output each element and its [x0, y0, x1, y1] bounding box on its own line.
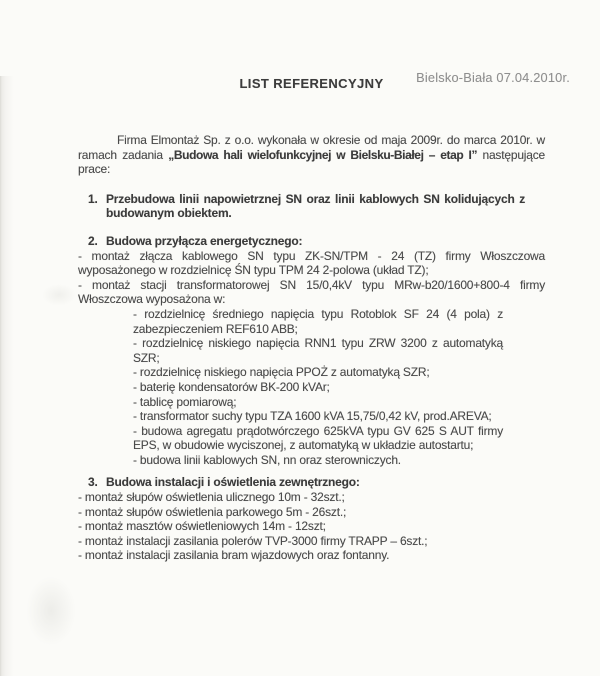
intro-paragraph: [78, 133, 545, 177]
sub-list-item: - rozdzielnicę średniego napięcia typu Rotoblok SF 24 (4 pola) z zabezpieczeniem REF610 ABB;: [133, 306, 503, 336]
sub-list: [133, 307, 503, 468]
section-3-heading-text: Budowa instalacji i oświetlenia zewnętrznego:: [106, 475, 360, 490]
section-2-number: 2.: [88, 233, 98, 248]
list-item: - montaż masztów oświetleniowych 14m - 12szt;: [78, 519, 326, 534]
document-content: [0, 70, 600, 563]
section-3-heading: [88, 475, 545, 490]
list-item: - montaż instalacji zasilania polerów TVP-3000 firmy TRAPP – 6szt.;: [78, 533, 428, 548]
intro-text-start: Firma Elmontaż Sp. z o.o. wykonała w okresie od maja 2009r. do marca 2010r. w ramach zadania: [78, 133, 545, 162]
sub-list-item: - rozdzielnicę niskiego napięcia PPOŻ z automatyką SZR;: [133, 365, 430, 380]
sub-list-item: - transformator suchy typu TZA 1600 kVA 15,75/0,42 kV, prod.AREVA;: [133, 409, 492, 424]
sub-list-item: - budowa agregatu prądotwórczego 625kVA typu GV 625 S AUT firmy EPS, w obudowie wyciszonej, z automatyką w układzie autostartu;: [133, 423, 503, 453]
document-page: [0, 70, 600, 676]
list-item: - montaż słupów oświetlenia parkowego 5m - 26szt.;: [78, 504, 347, 519]
sub-list-item: - budowa linii kablowych SN, nn oraz sterowniczych.: [133, 452, 401, 467]
list-item: - montaż instalacji zasilania bram wjazdowych oraz fontanny.: [78, 548, 390, 563]
sub-list-item: - baterię kondensatorów BK-200 kVAr;: [133, 379, 330, 394]
list-item: - montaż złącza kablowego SN typu ZK-SN/TPM - 24 (TZ) firmy Włoszczowa wyposażonego w rozdzielnicę ŚN typu TPM 24 2-polowa (układ TZ);: [78, 248, 545, 278]
date-line: Bielsko-Biała 07.04.2010r.: [416, 70, 570, 85]
document-title: LIST REFERENCYJNY: [239, 76, 384, 91]
sub-list-item: - tablicę pomiarową;: [133, 394, 237, 409]
section-1-heading-text: Przebudowa linii napowietrznej SN oraz linii kablowych SN kolidujących z budowanym obiektem.: [106, 191, 525, 221]
sub-list-item: - rozdzielnicę niskiego napięcia RNN1 typu ZRW 3200 z automatyką SZR;: [133, 336, 503, 365]
section-2-heading-text: Budowa przyłącza energetycznego:: [106, 233, 303, 248]
project-name: „Budowa hali wielofunkcyjnej w Bielsku-Białej – etap I”: [168, 147, 478, 162]
section-1-heading: [88, 192, 545, 221]
intro-text-end: następujące prace:: [78, 147, 546, 177]
section-1-number: 1.: [88, 191, 98, 206]
section-2-heading: [88, 234, 545, 249]
list-item: - montaż słupów oświetlenia ulicznego 10m - 32szt.;: [78, 490, 345, 505]
section-3-number: 3.: [88, 475, 98, 490]
list-item: - montaż stacji transformatorowej SN 15/0,4kV typu MRw-b20/1600+800-4 firmy Włoszczowa wyposażona w:: [78, 277, 545, 307]
scan-artifact: [26, 576, 76, 646]
